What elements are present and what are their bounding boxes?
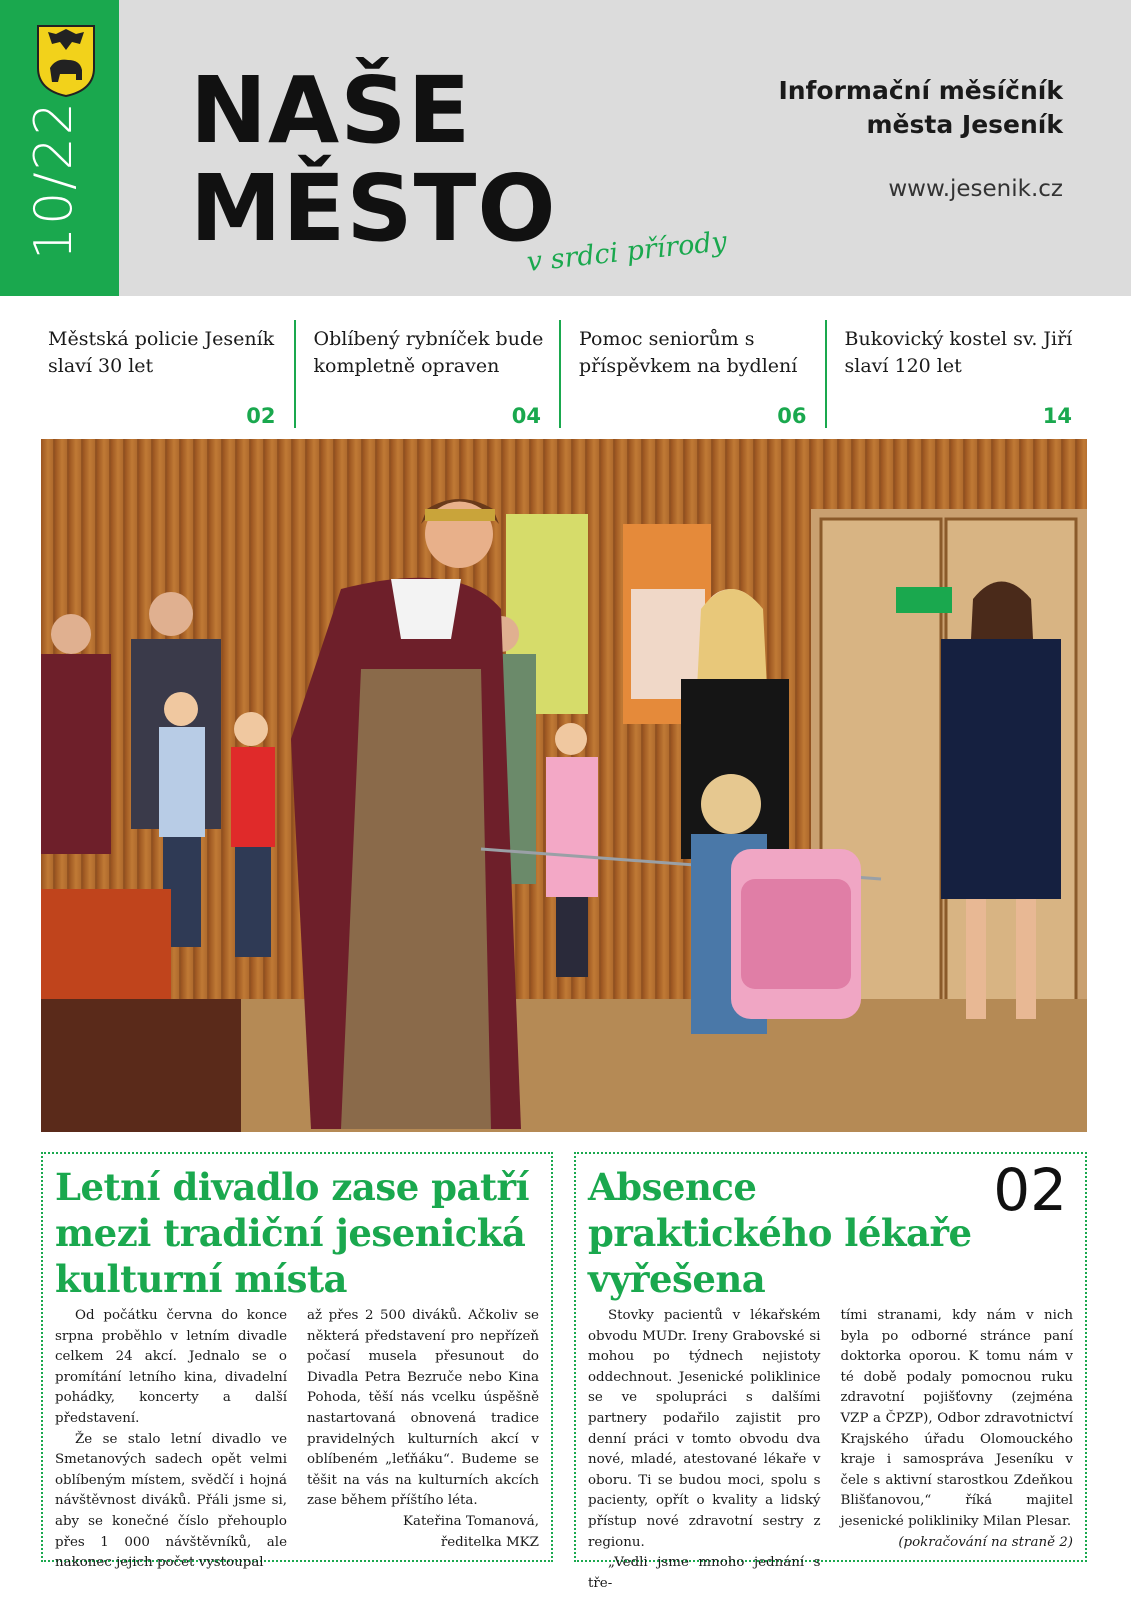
cover-photo [41,439,1087,1132]
article-body [588,1306,1073,1594]
page-number: 02 [993,1156,1067,1224]
article-headline[interactable]: Absence praktického lékaře vyřešena [588,1165,972,1301]
teaser-item[interactable] [825,320,1091,428]
teaser-item[interactable] [30,320,294,428]
publication-title [190,57,557,262]
article-paragraph: tími stranami, kdy nám v nich byla po odborné stránce paní doktorka oporou. K tomu nám v té době podaly pomocnou ruku zdravotní pojišťovny (zejména VZP a ČPZP), Odbor zdravotnictví Krajského úřadu Olomouckého kraje i samospráva Jeseníku v čele s aktivní starostkou Zdeňkou Blišťanovou,“ říká majitel jesenické polikliniky Milan Plesar. [840,1308,1073,1529]
teaser-title: Bukovický kostel sv. Jiří slaví 120 let [844,328,1073,377]
issue-number: 10/22 [24,100,84,260]
teaser-page: 14 [1042,404,1072,428]
teaser-item[interactable] [559,320,825,428]
teaser-title: Pomoc seniorům s příspěvkem na bydlení [579,328,798,377]
article-author-role: ředitelka MKZ [440,1534,539,1550]
article-headline[interactable]: Letní divadlo zase patří mezi tradiční jesenická kulturní místa [55,1165,530,1301]
continued-link[interactable]: (pokračování na straně 2) [898,1534,1073,1550]
teaser-page: 04 [511,404,541,428]
article-paragraph: až přes 2 500 diváků. Ačkoliv se některá představení pro nepřízeň počasí musela přesunout do Divadla Petra Bezruče nebo Kina Pohoda, těší nás vcelku úspěšně nastartovaná obnovená tradice pravidelných kulturních akcí v oblíbeném „leťňáku“. Budeme se těšit na vás na kulturních akcích zase během příštího léta. [307,1308,539,1509]
article-summer-theatre [41,1152,553,1571]
masthead [0,0,1131,296]
article-author: Kateřina Tomanová, [403,1513,539,1529]
subtitle-line-2: města Jeseník [866,110,1063,139]
jesenik-coat-of-arms-icon [36,24,96,98]
cover-photo-illustration [41,439,1087,1132]
teaser-page: 02 [246,404,276,428]
teaser-page: 06 [777,404,807,428]
article-paragraph: Že se stalo letní divadlo ve Smetanových sadech opět velmi oblíbeným místem, svědčí i hojná návštěvnost diváků. Přáli jsme si, aby se konečné číslo přehouplo přes 1 000 návštěvníků, ale nakonec jejich počet vystoupal [55,1431,287,1571]
publication-subtitle [778,74,1063,142]
article-doctor-absence [574,1152,1087,1591]
teaser-item[interactable] [294,320,560,428]
article-paragraph: „Vedli jsme mnoho jednání s tře- [588,1555,821,1591]
article-paragraph: Od počátku června do konce srpna proběhlo v letním divadle celkem 24 akcí. Jednalo se o promítání letního kina, divadelní pohádky, koncerty a další představení. [55,1308,287,1426]
article-body [55,1306,539,1574]
article-column [588,1306,821,1594]
subtitle-line-1: Informační měsíčník [778,76,1063,105]
article-paragraph: Stovky pacientů v lékařském obvodu MUDr. Ireny Grabovské si mohou po týdnech nejistoty oddechnout. Jesenické poliklinice se ve spolupráci s dalšími partnery podařilo zajistit pro denní práci v tomto obvodu dva nové, mladé, atestované lékaře v oboru. Ti se budou moci, spolu s pacienty, opřít o kvality a lidský přístup nové zdravotní sestry z regionu. [588,1308,821,1550]
issue-strip [0,0,119,296]
teaser-bar [30,320,1090,428]
tagline: v srdci přírody [525,226,729,278]
article-column [307,1306,539,1574]
title-line-2: MĚSTO [190,155,557,262]
website-link[interactable]: www.jesenik.cz [888,176,1063,202]
teaser-title: Městská policie Jeseník slaví 30 let [48,328,275,377]
article-column [841,1306,1074,1594]
teaser-title: Oblíbený rybníček bude kompletně opraven [313,328,544,377]
title-line-1: NAŠE [190,57,472,164]
article-column [55,1306,287,1574]
